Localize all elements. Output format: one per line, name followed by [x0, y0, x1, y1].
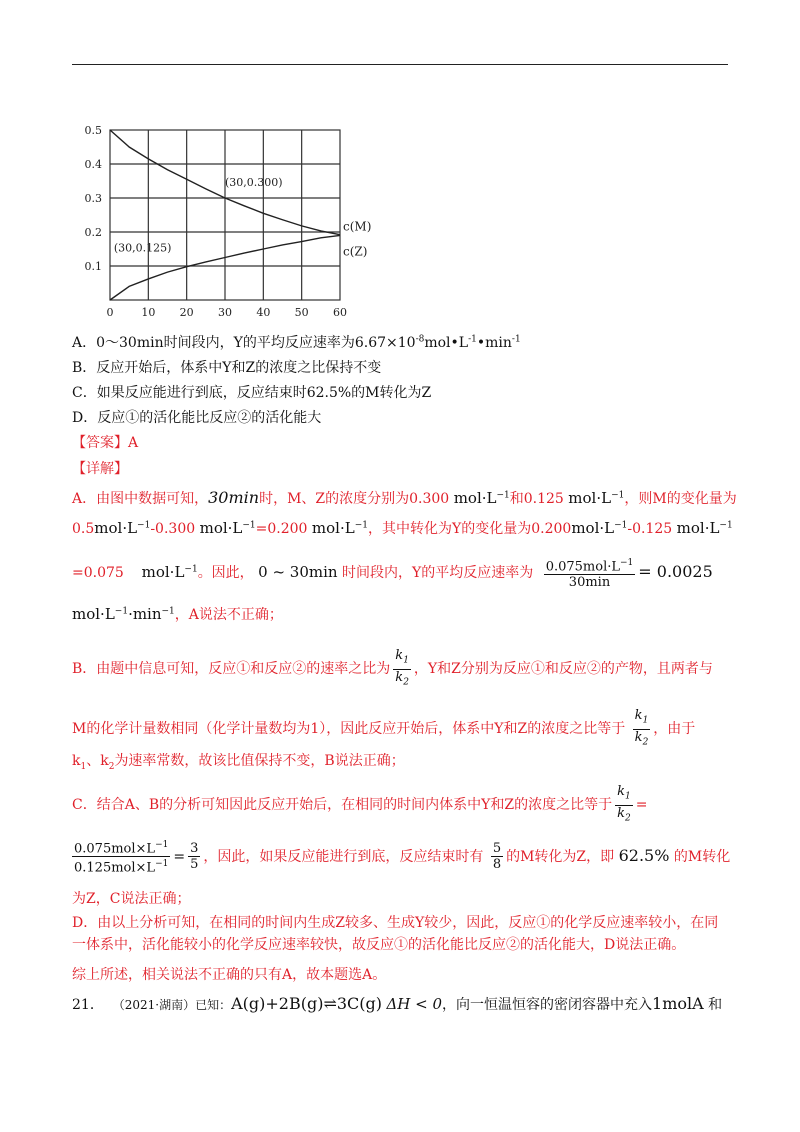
explain-a-line3: =0.075 $mol\cdot L^{-1}$。因此， 0 ~ 30min 时间段内，Y的平均反应速率为 $\frac{0.075mol\cdot L^{-1}}{30\min}$ = 0.0025 — [72, 558, 713, 591]
series-label: c(M) — [343, 219, 372, 234]
explain-b-line2: M的化学计量数相同（化学计量数均为1），因此反应开始后，体系中Y和Z的浓度之比等于 $\frac{k_1}{k_2}$ ，由于 — [72, 708, 696, 748]
explain-a-line4: $mol\cdot L^{-1}\cdot\min^{-1}$，A说法不正确； — [72, 605, 283, 623]
x-tick-label: 0 — [106, 306, 114, 319]
x-tick-label: 40 — [256, 306, 271, 319]
x-tick-label: 30 — [218, 306, 232, 319]
x-tick-label: 50 — [294, 306, 309, 319]
y-tick-label: 0.5 — [84, 124, 102, 137]
answer-label: 【答案】A — [72, 435, 139, 451]
x-tick-label: 20 — [179, 306, 194, 319]
header-rule — [72, 64, 728, 65]
explain-d: D．由以上分析可知，在相同的时间内生成Z较多、生成Y较少，因此，反应①的化学反应速率较小，在同一体系中，活化能较小的化学反应速率较快，故反应①的活化能比反应②的活化能大，D说法正确。 — [72, 915, 719, 953]
annotation-m: (30,0.300) — [225, 176, 283, 189]
x-tick-label: 60 — [333, 306, 347, 319]
explain-b-line3: $k_1$、$k_2$为速率常数，故该比值保持不变，B说法正确； — [72, 753, 405, 772]
option-c: C．如果反应能进行到底，反应结束时62.5%的M转化为Z — [72, 385, 432, 401]
explain-c-line3: 为Z，C说法正确； — [72, 891, 191, 907]
y-tick-label: 0.2 — [84, 226, 102, 239]
series-label: c(Z) — [343, 244, 368, 259]
x-tick-label: 10 — [141, 306, 156, 319]
y-tick-label: 0.1 — [84, 260, 102, 273]
explain-a-line1: A．由图中数据可知，30min时，M、Z的浓度分别为0.300 $mol\cdot L^{-1}$和0.125 $mol\cdot L^{-1}$，则M的变化量为 — [72, 488, 737, 507]
option-a: A．0～30min时间段内，Y的平均反应速率为$6.67\times 10^{-8}mol•L^{-1}•\min^{-1}$ — [72, 334, 521, 351]
y-tick-label: 0.3 — [84, 192, 102, 205]
option-d: D．反应①的活化能比反应②的活化能大 — [72, 410, 322, 426]
detail-label: 【详解】 — [72, 461, 128, 477]
question-21: 21． （2021·湖南）已知：A(g)+2B(g)⇌3C(g) ΔH < 0，向一恒温恒容的密闭容器中充入1molA 和 — [72, 994, 723, 1013]
y-tick-label: 0.4 — [84, 158, 102, 171]
concentration-chart — [80, 120, 372, 320]
explain-c-line2: $\frac{0.075mol\times L^{-1}}{0.125mol\times L^{-1}}$ = $\frac{3}{5}$ ，因此，如果反应能进行到底，反应结束时有 $\frac{5}{8}$ 的M转化为Z，即 62.5% 的M转化 — [74, 840, 731, 876]
explain-a-line2: $0.5mol\cdot L^{-1}-0.300$ $mol\cdot L^{-1}=0.200$ $mol\cdot L^{-1}$，其中转化为Y的变化量为$0.200mol\cdot L^{-1}-0.125$ $mol\cdot L^{-1}$ — [72, 519, 733, 537]
explain-c-line1: C．结合A、B的分析可知因此反应开始后，在相同的时间内体系中Y和Z的浓度之比等于 $\frac{k_1}{k_2}$ = — [72, 784, 648, 824]
option-b: B．反应开始后，体系中Y和Z的浓度之比保持不变 — [72, 360, 382, 376]
explain-b-line1: B．由题中信息可知，反应①和反应②的速率之比为 $\frac{k_1}{k_2}$ ，Y和Z分别为反应①和反应②的产物，且两者与 — [72, 648, 713, 688]
annotation-z: (30,0.125) — [113, 241, 172, 255]
summary: 综上所述，相关说法不正确的只有A，故本题选A。 — [72, 967, 387, 983]
